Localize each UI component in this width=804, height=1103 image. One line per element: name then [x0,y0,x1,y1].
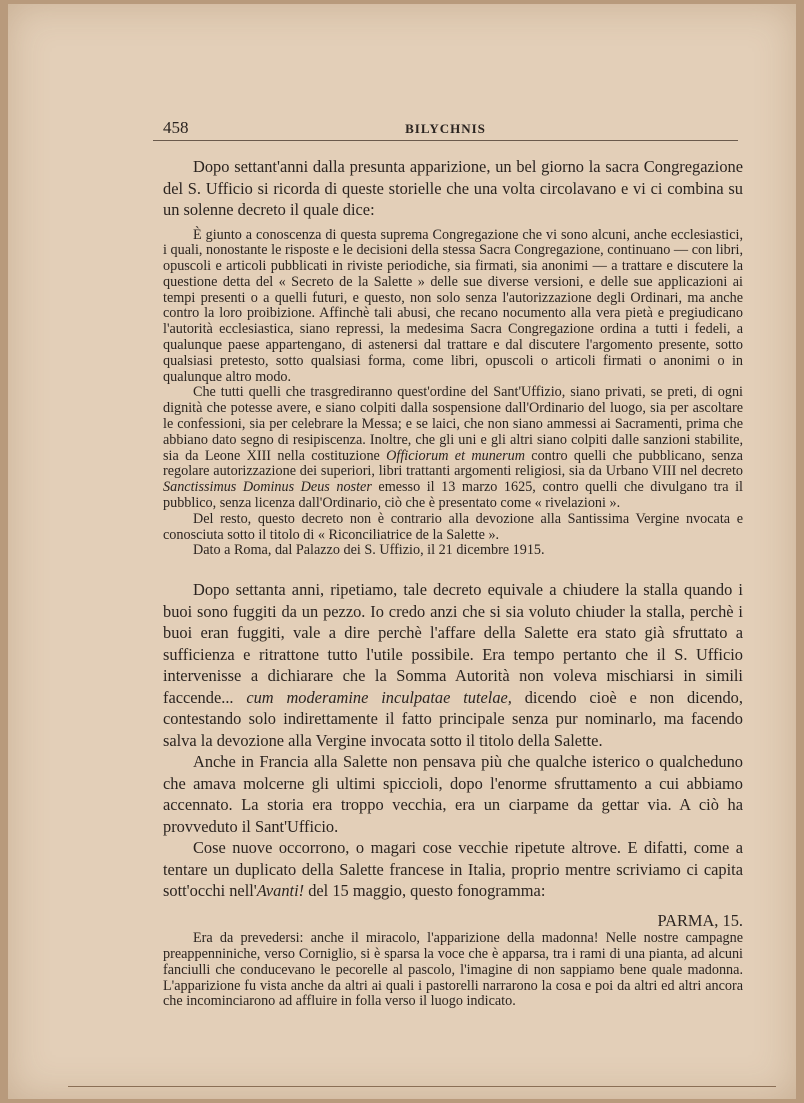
paragraph-intro: Dopo settant'anni dalla presunta apparizione, un bel giorno la sacra Congregazione del S. Ufficio si ricorda di queste storielle che una volta circolavano e vi ci combina su un solenne decreto il quale dice: [163,157,743,219]
paragraph-commentary [163,579,743,751]
decree-date: Dato a Roma, dal Palazzo dei S. Uffizio, il 21 dicembre 1915. [193,542,545,559]
book-page [8,4,796,1099]
decree-text: emesso il 13 marzo 1625, contro quelli che divulgano tra il pubblico, senza licenza dall'Ordinario, ciò che è presentato come « rivelazioni ». [163,479,743,512]
page-header [153,112,738,141]
decree-title-italic: Officiorum et munerum [386,447,525,464]
quoted-telegram: Era da prevedersi: anche il miracolo, l'apparizione della madonna! Nelle nostre campagne preappenniniche, verso Corniglio, si è sparsa la voce che è apparsa, tra i rami di una pianta, ad alcuni fanciulli che conducevano le pecorelle al pascolo, l'imagine di non sappiamo bene quale madonna. L'apparizione fu vista anche da altri ai quali i pastorelli narrarono la cosa e poi da altri ed altri ancora che incominciarono ad affluire in folla verso il luogo indicato. [163,930,743,1010]
newspaper-name-italic: Avanti! [256,881,305,901]
decree-paragraph-1: È giunto a conoscenza di questa suprema Congregazione che vi sono alcuni, anche ecclesiastici, i quali, nonostante le risposte e le decisioni della stessa Sacra Congregazione, continuano — con libri, opuscoli e articoli pubblicati in riviste periodiche, sia firmati, sia anonimi — a trattare e discutere la questione detta del « Secreto de la Salette » delle sue diverse versioni, e delle sue applicazioni ai tempi presenti o a quelli futuri, e questo, non solo senza l'autorizzazione degli Ordinari, ma anche contro la loro proibizione. Affinchè tali abusi, che recano nocumento alla vera pietà e pregiudicano l'autorità ecclesiastica, siano repressi, la medesima Sacra Congregazione ordina a tutti i fedeli, a qualunque paese appartengano, di astenersi dal trattare e dal discutere l'argomento presente, sotto qualsiasi pretesto, sotto qualsiasi forma, come libri, opuscoli o articoli firmati o anonimi o in qualunque altro modo. [163,226,743,385]
commentary-text: Dopo settanta anni, ripetiamo, tale decreto equivale a chiudere la stalla quando i buoi sono fuggiti da un pezzo. Io credo anzi che si sia voluto chiuder la stalla, perchè i buoi eran fuggiti, vale a dire perchè l'affare della Salette era stato già sfruttato a sufficienza e ritrattone tutto l'utile possibile. Era tempo pertanto che il S. Ufficio intervenisse a dichiarare che la Somma Autorità non voleva mischiarsi in simili faccende... [163,580,743,707]
decree-paragraph-3: Del resto, questo decreto non è contrario alla devozione alla Santissima Vergine nvocata e conosciuta sotto il titolo di « Riconciliatrice de la Salette ». [163,510,743,543]
paragraph-new-things [163,837,743,902]
commentary-text: dicendo cioè e non dicendo, contestando solo indirettamente il fatto principale senza pur nominarlo, ma facendo salva la devozione alla Vergine invocata sotto il titolo della Salette. [163,687,743,750]
decree-title-italic: Sanctissimus Dominus Deus noster [163,479,372,496]
decree-text: contro quelli che pubblicano, senza regolare autorizzazione dei superiori, libri trattanti argomenti religiosi, sia da Urbano VIII nel decreto [163,447,743,480]
dateline: PARMA, 15. [657,910,743,930]
decree-paragraph-2 [163,385,743,511]
page-number: 458 [163,118,189,137]
latin-phrase-italic: cum moderamine inculpatae tutelae, [246,687,512,707]
bottom-rule [68,1086,776,1087]
running-head: BILYCHNIS [405,121,486,136]
body-text: Cose nuove occorrono, o magari cose vecchie ripetute altrove. E difatti, come a tentare un duplicato della Salette francese in Italia, proprio mentre scriviamo ci capita sott'occhi nell' [163,838,743,901]
body-text: del 15 maggio, questo fonogramma: [304,881,546,901]
decree-text: Che tutti quelli che trasgrediranno quest'ordine del Sant'Uffizio, siano privati, se preti, di ogni dignità che potesse avere, e siano colpiti dalla sospensione dall'Ordinario del luogo, sia per ascoltare le confessioni, sia per celebrare la Messa; e se laici, che non siano ammessi ai Sacramenti, prima che abbiano dato segno di resipiscenza. Inoltre, che gli uni e gli altri siano colpiti dalle sanzioni stabilite, sia da Leone XIII nella costituzione [163,384,743,464]
paragraph-france: Anche in Francia alla Salette non pensava più che qualche isterico o qualcheduno che amava molcerne gli ultimi spiccioli, dopo l'enorme sfruttamento a cui abbiamo accennato. La storia era troppo vecchia, era un ciarpame da gettar via. A ciò ha provveduto il Sant'Ufficio. [163,752,743,836]
page-body [163,156,743,1010]
